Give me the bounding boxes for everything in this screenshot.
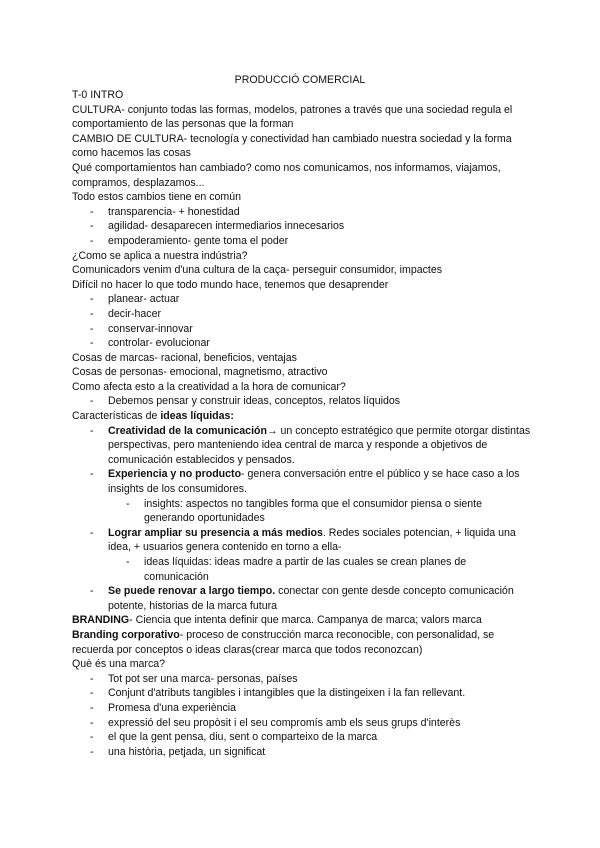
bullet-dash: - (90, 731, 94, 744)
list-item-text: expressió del seu propòsit i el seu compromís amb els seus grups d'interès (108, 716, 461, 729)
list-item-text: decir-hacer (108, 307, 161, 320)
bullet-dash: - (90, 672, 94, 685)
sub-list-item (72, 555, 532, 584)
bullet-dash: - (90, 585, 94, 598)
creativity-question: Como afecta esto a la creatividad a la hora de comunicar? (72, 380, 346, 393)
list-item (72, 584, 532, 613)
list-item (72, 234, 532, 249)
list-item (72, 307, 532, 322)
list-item-text: Debemos pensar y construir ideas, conceptos, relatos líquidos (108, 395, 401, 408)
bullet-dash: - (90, 220, 94, 233)
document-body (72, 88, 532, 759)
list-item (72, 730, 532, 745)
list-item-text: conectar con gente desde concepto comunicación potente, historias de la marca futura (108, 585, 514, 612)
bullet-dash: - (90, 745, 94, 758)
cambio-text: - tecnología y conectividad han cambiado nuestra sociedad y la forma como hacemos las cosas (72, 132, 512, 160)
industry-question: ¿Como se aplica a nuestra indústria? (72, 249, 248, 262)
list-item (72, 701, 532, 716)
cultura-text: - conjunto todas las formas, modelos, patrones a través que una sociedad regula el comportamiento de las personas que la forman (72, 103, 513, 131)
list-item-text: Conjunt d'atributs tangibles i intangibles que la distingeixen i la fan rellevant. (108, 687, 466, 700)
comunicadors-line: Comunicadors venim d'una cultura de la caça- perseguir consumidor, impactes (72, 264, 443, 277)
list-item-bold: Lograr ampliar su presencia a más medios (108, 526, 323, 539)
list-item-text: Tot pot ser una marca- personas, países (108, 672, 298, 685)
list-item-text: Promesa d'una experiència (108, 701, 237, 714)
bullet-dash: - (90, 293, 94, 306)
list-item (72, 394, 532, 409)
bullet-dash: - (90, 468, 94, 481)
list-item-text: . Redes sociales potencian, + liquida una idea, + usuarios genera contenido en torno a ella- (108, 526, 516, 554)
bullet-dash: - (90, 701, 94, 714)
list-item (72, 205, 532, 220)
bullet-dash: - (90, 322, 94, 335)
list-item-text: → un concepto estratégico que permite otorgar distintas perspectivas, pero manteniendo idea central de marca y responde a objetivos de comunicación establecidos y pensados. (108, 424, 531, 466)
cambio-definition (72, 132, 532, 161)
list-item-text: una història, petjada, un significat (108, 745, 266, 758)
branding-term: BRANDING (72, 614, 130, 627)
liquid-ideas-prefix: Características de (72, 410, 161, 423)
list-item-text: conservar-innovar (108, 322, 193, 335)
cultura-definition (72, 103, 532, 132)
cultura-term: CULTURA (72, 103, 122, 116)
document-title: PRODUCCIÓ COMERCIAL (234, 74, 366, 86)
common-changes-intro: Todo estos cambios tiene en común (72, 191, 242, 204)
list-item (72, 672, 532, 687)
list-item (72, 467, 532, 496)
sub-list-item-text: ideas líquidas: ideas madre a partir de las cuales se crean planes de comunicación (144, 556, 467, 583)
sub-list-item-text: insights: aspectos no tangibles forma que el consumidor piensa o siente generando oportunidades (144, 497, 483, 525)
marca-question: Què és una marca? (72, 658, 166, 671)
list-item-text: - genera conversación entre el público y se hace caso a los insights de los consumidores. (108, 468, 520, 496)
list-item-text: agilidad- desaparecen intermediarios innecesarios (108, 220, 345, 233)
bullet-dash: - (90, 307, 94, 320)
list-item (72, 526, 532, 555)
cosas-personas-line: Cosas de personas- emocional, magnetismo, atractivo (72, 366, 328, 379)
list-item-bold: Experiencia y no producto (108, 468, 242, 481)
bullet-dash: - (90, 337, 94, 350)
list-item-bold: Se puede renovar a largo tiempo. (108, 585, 276, 598)
branding-corporativo-definition (72, 628, 532, 657)
bullet-dash: - (90, 687, 94, 700)
bullet-dash: - (90, 205, 94, 218)
branding-corporativo-term: Branding corporativo (72, 628, 180, 641)
branding-text: - Ciencia que intenta definir que marca. Campanya de marca; valors marca (129, 614, 482, 627)
liquid-ideas-heading (72, 409, 532, 424)
list-item (72, 336, 532, 351)
list-item-bold: Creatividad de la comunicación (108, 424, 267, 437)
list-item-text: empoderamiento- gente toma el poder (108, 234, 289, 247)
list-item-text: transparencia- + honestidad (108, 205, 240, 218)
bullet-dash: - (90, 424, 94, 437)
behaviour-question: Qué comportamientos han cambiado? como nos comunicamos, nos informamos, viajamos, compramos, desplazamos... (72, 161, 501, 189)
liquid-ideas-bold: ideas líquidas: (160, 410, 234, 423)
sub-list-item (72, 497, 532, 526)
list-item-text: planear- actuar (108, 293, 180, 306)
bullet-dash: - (90, 234, 94, 247)
list-item (72, 219, 532, 234)
branding-definition (72, 613, 532, 628)
bullet-dash: - (90, 395, 94, 408)
bullet-dash: - (126, 556, 130, 568)
list-item (72, 322, 532, 337)
list-item (72, 686, 532, 701)
list-item (72, 424, 532, 468)
list-item (72, 292, 532, 307)
list-item-text: el que la gent pensa, diu, sent o comparteixo de la marca (108, 731, 378, 744)
list-item (72, 716, 532, 731)
bullet-dash: - (90, 716, 94, 729)
dificil-line: Difícil no hacer lo que todo mundo hace, tenemos que desaprender (72, 278, 389, 291)
section-heading: T-0 INTRO (72, 89, 124, 101)
bullet-dash: - (126, 497, 130, 510)
cosas-marcas-line: Cosas de marcas- racional, beneficios, ventajas (72, 351, 297, 364)
list-item (72, 745, 532, 760)
cambio-term: CAMBIO DE CULTURA (72, 132, 184, 145)
list-item-text: controlar- evolucionar (108, 337, 210, 350)
bullet-dash: - (90, 526, 94, 539)
branding-corporativo-text: - proceso de construcción marca reconocible, con personalidad, se recuerda por conceptos o ideas claras(crear marca que todos reconozcan) (72, 628, 495, 656)
